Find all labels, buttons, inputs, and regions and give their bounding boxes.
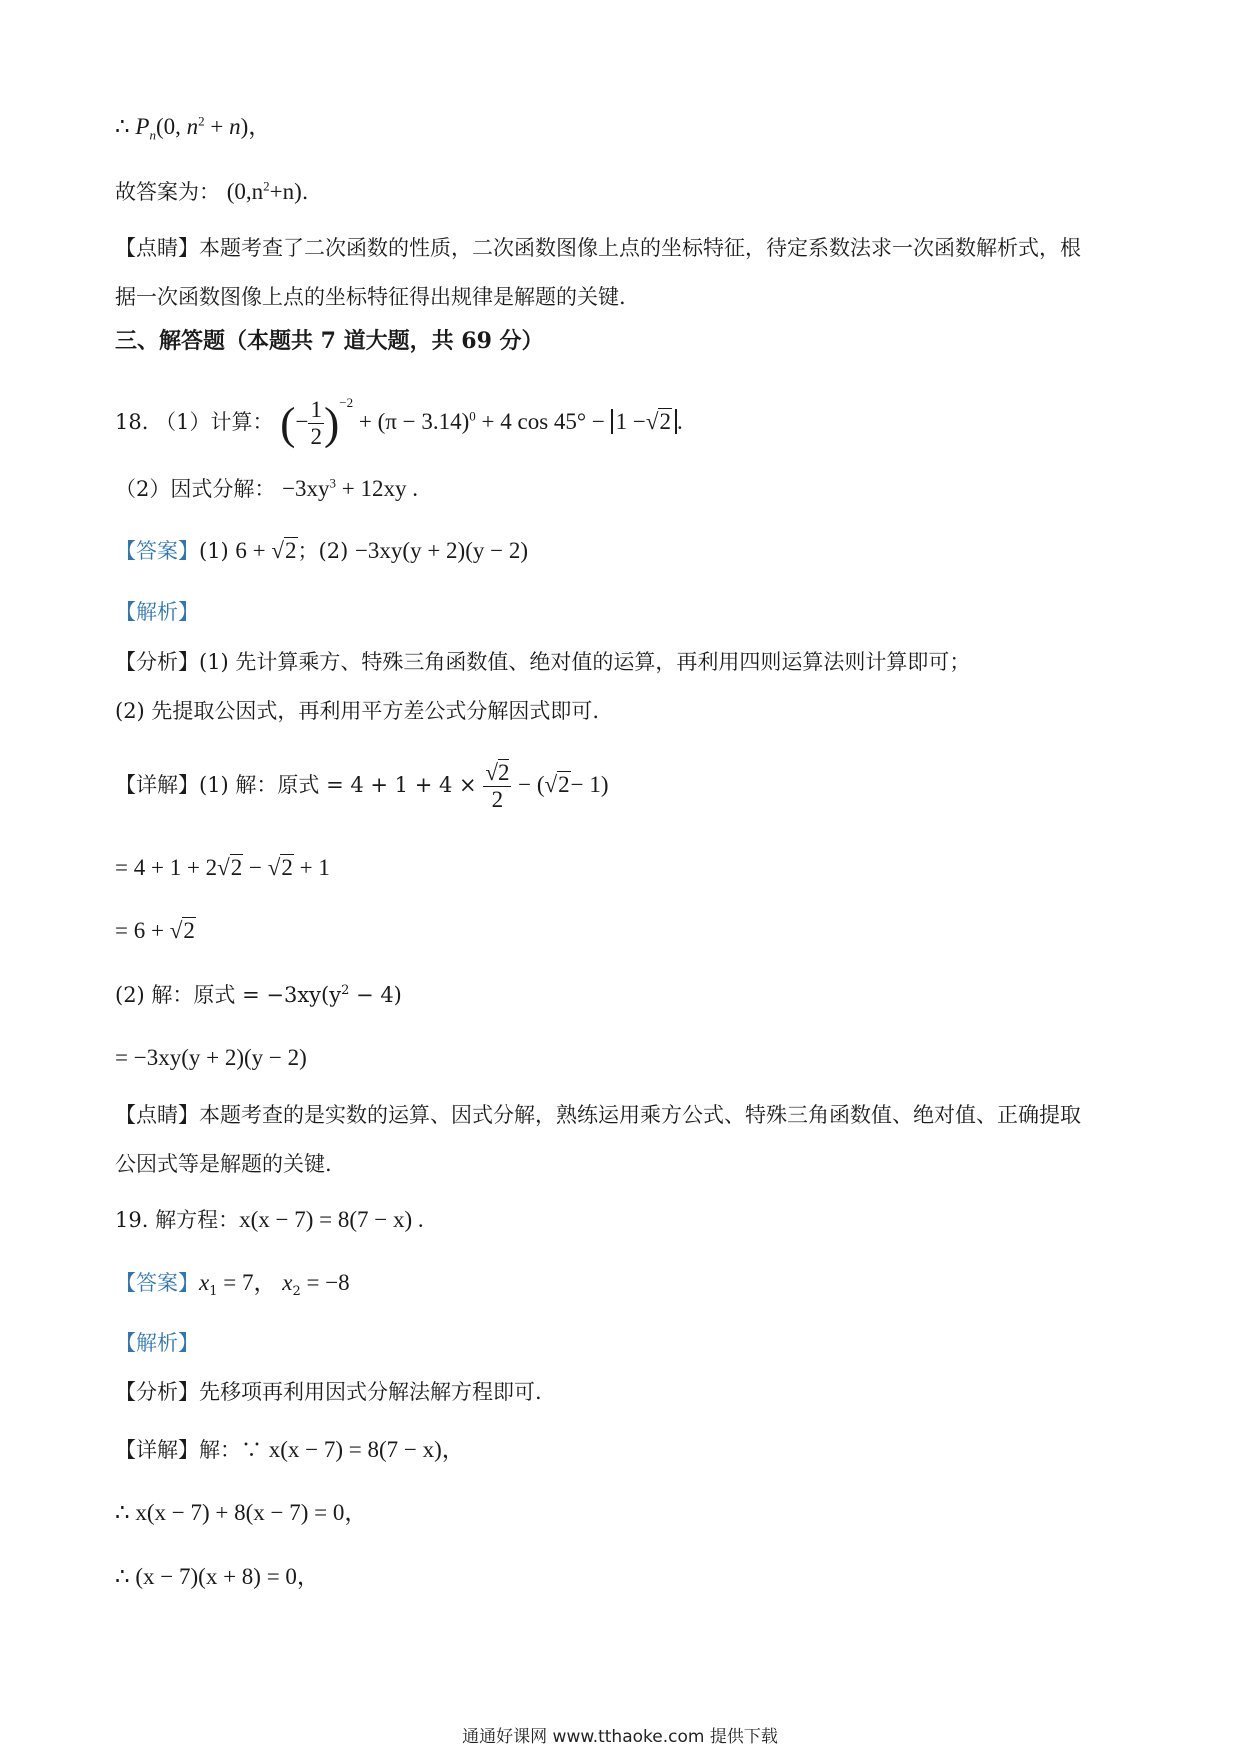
text: = −8 [300,1270,350,1295]
exp: 0 [469,408,476,424]
dianjing-17-line2: 据一次函数图像上点的坐标特征得出规律是解题的关键. [115,285,626,309]
fraction [483,760,511,813]
q18-fenxi1: 【分析】(1) 先计算乘方、特殊三角函数值、绝对值的运算，再利用四则运算法则计算即可； [115,650,971,674]
q19-step1: ∴ x(x − 7) + 8(x − 7) = 0， [115,1500,368,1525]
equation: x(x − 7) = 8(7 − x) . [239,1207,424,1232]
text: −3xy [282,476,330,501]
q18-part2-solution [115,980,402,1010]
footer-watermark: 通通好课网 www.tthaoke.com 提供下载 [462,1727,778,1747]
absolute-value [611,409,677,434]
sub: 2 [292,1284,301,1300]
fraction [308,397,324,450]
q19-fenxi: 【分析】先移项再利用因式分解法解方程即可. [115,1380,542,1404]
paren: ( [280,397,296,449]
sqrt: √2 [217,855,243,880]
answer-expr [227,179,302,204]
sqrt: √2 [267,855,293,880]
q18-step3 [115,916,196,946]
equation: x(x − 7) = 8(7 − x)， [268,1437,465,1462]
line-answer-prev [115,177,308,207]
text: (π − 3.14) [377,409,470,434]
text: . [676,409,683,434]
text: − 1) [570,772,609,797]
text: . [301,180,309,204]
text: = 7， [217,1270,283,1295]
radicand: 2 [659,409,671,434]
answer-tag: 【答案】 [115,1271,199,1295]
exp: 2 [263,178,270,194]
radicand: 2 [281,855,293,880]
q19-detail [115,1435,465,1465]
q18-answer [115,536,528,566]
text: (0,n [226,179,264,204]
q18-part2-expr [282,476,418,501]
q18-analysis-tag: 【解析】 [115,600,199,624]
frac-den: 2 [491,787,504,812]
q18-step2 [115,853,330,883]
dianjing-17-line1: 【点睛】本题考查了二次函数的性质，二次函数图像上点的坐标特征，待定系数法求一次函数解析式，根 [115,236,1081,260]
part-label: （2）因式分解： [115,477,276,501]
text: 1 − [615,409,646,434]
sub-n: n [149,127,156,143]
q19-step2: ∴ (x − 7)(x + 8) = 0， [115,1564,320,1589]
frac-den: 2 [310,424,322,450]
text: = 6 + [115,918,170,943]
radicand: 2 [230,855,243,880]
sub: 1 [209,1284,218,1300]
radicand: 2 [497,760,510,785]
var-n: n [186,114,199,139]
q18-part2 [115,474,418,504]
var-x: x [199,1270,210,1295]
exp: −2 [339,395,354,410]
text: − [243,855,268,880]
text: − ( [518,772,545,797]
q19-analysis-tag: 【解析】 [115,1331,199,1355]
section-title: 三、解答题（本题共 7 道大题，共 69 分） [115,328,544,354]
text: + 12xy . [336,476,419,501]
q18-part2-step: = −3xy(y + 2)(y − 2) [115,1045,307,1070]
text: + [204,114,230,139]
sqrt: √2 [544,772,570,797]
text: (0, [155,114,187,139]
part-label: （1）计算： [155,410,274,434]
radicand: 2 [183,918,195,943]
q19-question [115,1205,424,1235]
var-x: x [282,1270,293,1295]
q18-dianjing2: 公因式等是解题的关键. [115,1152,332,1176]
text: (2) 解：原式 = −3xy(y [115,983,342,1007]
q18-fenxi2: (2) 先提取公因式，再利用平方差公式分解因式即可. [115,699,600,723]
detail-label: 【详解】(1) 解：原式 = 4 + 1 + 4 × [115,773,477,797]
sqrt: √2 [169,918,195,943]
therefore-symbol: ∴ [115,114,130,139]
answer-prefix: 故答案为： [115,180,220,204]
exp: 3 [329,475,337,491]
text: )， [240,114,272,139]
question-number: 18. [115,410,149,434]
radicand: 2 [558,772,570,797]
text: + 1 [293,855,330,880]
text: ；(2) [297,539,355,563]
var-n: n [229,114,241,139]
text: + 4 cos 45° − [481,409,605,434]
text: 6 + [235,538,272,563]
exp: 2 [341,983,350,998]
sqrt: √2 [271,538,297,563]
text: − 4) [349,983,402,1007]
q18-detail [115,755,609,815]
paren: ) [323,397,340,449]
exp: 2 [198,113,205,129]
detail-label: 【详解】解：∵ [115,1438,269,1462]
q18-dianjing1: 【点睛】本题考查的是实数的运算、因式分解，熟练运用乘方公式、特殊三角函数值、绝对值、正确提取 [115,1103,1081,1127]
line-p-n [115,112,271,142]
var-p: P [135,114,150,139]
q18-part1 [115,392,683,454]
radicand: 2 [285,538,297,563]
q18-expression [280,395,683,450]
q19-answer [115,1268,350,1298]
question-number: 19. 解方程： [115,1208,240,1232]
frac-num: 1 [310,397,322,423]
text: − [295,409,309,434]
text: −3xy(y + 2)(y − 2) [354,538,529,563]
text: +n) [269,179,302,204]
text: (1) [199,539,236,563]
text: + [358,409,372,434]
sqrt: √2 [645,409,671,434]
text: = 4 + 1 + 2 [115,855,218,880]
answer-tag: 【答案】 [115,539,199,563]
frac-num: √2 [485,760,510,785]
